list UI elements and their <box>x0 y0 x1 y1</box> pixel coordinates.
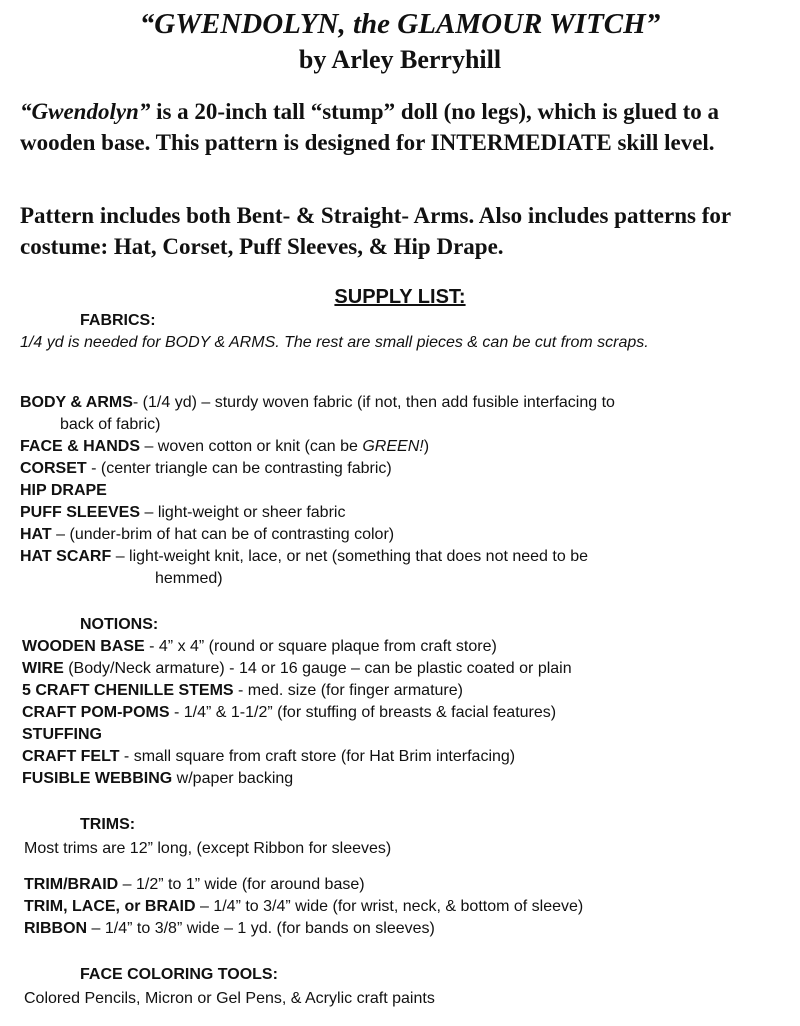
author-byline: by Arley Berryhill <box>298 45 502 74</box>
list-item <box>22 746 792 768</box>
item-continuation: hemmed) <box>155 570 223 587</box>
item-label: HAT SCARF <box>20 548 112 565</box>
item-label: CRAFT FELT <box>22 748 120 765</box>
item-label: WIRE <box>22 660 64 677</box>
item-text: - 4” x 4” (round or square plaque from craft store) <box>144 638 497 655</box>
list-item <box>24 918 794 940</box>
item-text-after: ) <box>423 438 430 455</box>
item-label: RIBBON <box>24 920 88 937</box>
intro-paragraph-1 <box>20 96 790 158</box>
list-item <box>22 702 792 724</box>
item-label: TRIM/BRAID <box>24 876 119 893</box>
fabrics-note: 1/4 yd is needed for BODY & ARMS. The rest are small pieces & can be cut from scraps. <box>20 334 649 351</box>
item-text: – 1/2” to 1” wide (for around base) <box>118 876 365 893</box>
item-text: – light-weight or sheer fabric <box>140 504 346 521</box>
intro-paragraph-2: Pattern includes both Bent- & Straight- Arms. Also includes patterns for costume: Hat, Corset, Puff Sleeves, & Hip Drape. <box>20 203 731 259</box>
supply-list-heading: SUPPLY LIST: <box>334 286 466 308</box>
list-item <box>22 768 792 790</box>
item-label: CORSET <box>20 460 87 477</box>
list-item <box>20 436 790 458</box>
item-text: – (under-brim of hat can be of contrasting color) <box>51 526 395 543</box>
item-text: - small square from craft store (for Hat Brim interfacing) <box>119 748 516 765</box>
item-text: - 1/4” & 1-1/2” (for stuffing of breasts & facial features) <box>169 704 557 721</box>
list-item <box>20 524 790 546</box>
fabrics-heading: FABRICS: <box>80 312 156 329</box>
intro-paragraph-1-text: is a 20-inch tall “stump” doll (no legs), which is glued to a wooden base. This pattern is designed for INTERMEDIATE skill level. <box>20 99 720 155</box>
list-item <box>20 392 790 414</box>
item-label: BODY & ARMS <box>20 394 133 411</box>
item-label: FUSIBLE WEBBING <box>22 770 173 787</box>
item-label: PUFF SLEEVES <box>20 504 141 521</box>
item-label: FACE & HANDS <box>20 438 141 455</box>
face-coloring-note: Colored Pencils, Micron or Gel Pens, & Acrylic craft paints <box>24 990 435 1007</box>
item-label: CRAFT POM-POMS <box>22 704 170 721</box>
list-item <box>22 724 792 746</box>
item-continuation: back of fabric) <box>60 416 161 433</box>
item-emphasis: GREEN! <box>362 438 424 455</box>
item-text: - (1/4 yd) – sturdy woven fabric (if not, then add fusible interfacing to <box>132 394 615 411</box>
item-label: HIP DRAPE <box>20 482 107 499</box>
item-label: 5 CRAFT CHENILLE STEMS <box>22 682 234 699</box>
item-label: STUFFING <box>22 726 102 743</box>
item-label: HAT <box>20 526 52 543</box>
item-text: (Body/Neck armature) - 14 or 16 gauge – can be plastic coated or plain <box>63 660 572 677</box>
item-text: – light-weight knit, lace, or net (something that does not need to be <box>111 548 588 565</box>
list-item <box>20 546 790 568</box>
item-text: – 1/4” to 3/8” wide – 1 yd. (for bands on sleeves) <box>87 920 435 937</box>
item-label: TRIM, LACE, or BRAID <box>24 898 196 915</box>
document-title: “GWENDOLYN, the GLAMOUR WITCH” <box>139 8 661 40</box>
doll-name: “Gwendolyn” <box>20 99 151 124</box>
list-item <box>22 636 792 658</box>
list-item <box>20 480 790 502</box>
trims-heading: TRIMS: <box>80 816 136 833</box>
item-text: - (center triangle can be contrasting fabric) <box>86 460 392 477</box>
item-text: w/paper backing <box>172 770 294 787</box>
item-text: - med. size (for finger armature) <box>233 682 463 699</box>
list-item <box>20 502 790 524</box>
list-item <box>22 658 792 680</box>
item-label: WOODEN BASE <box>22 638 145 655</box>
list-item <box>24 896 794 918</box>
list-item <box>20 458 790 480</box>
item-text: – woven cotton or knit (can be <box>140 438 363 455</box>
notions-heading: NOTIONS: <box>80 616 159 633</box>
trims-note: Most trims are 12” long, (except Ribbon for sleeves) <box>24 840 392 857</box>
list-item <box>22 680 792 702</box>
item-text: – 1/4” to 3/4” wide (for wrist, neck, & bottom of sleeve) <box>195 898 584 915</box>
face-coloring-heading: FACE COLORING TOOLS: <box>80 966 278 983</box>
list-item <box>24 874 794 896</box>
